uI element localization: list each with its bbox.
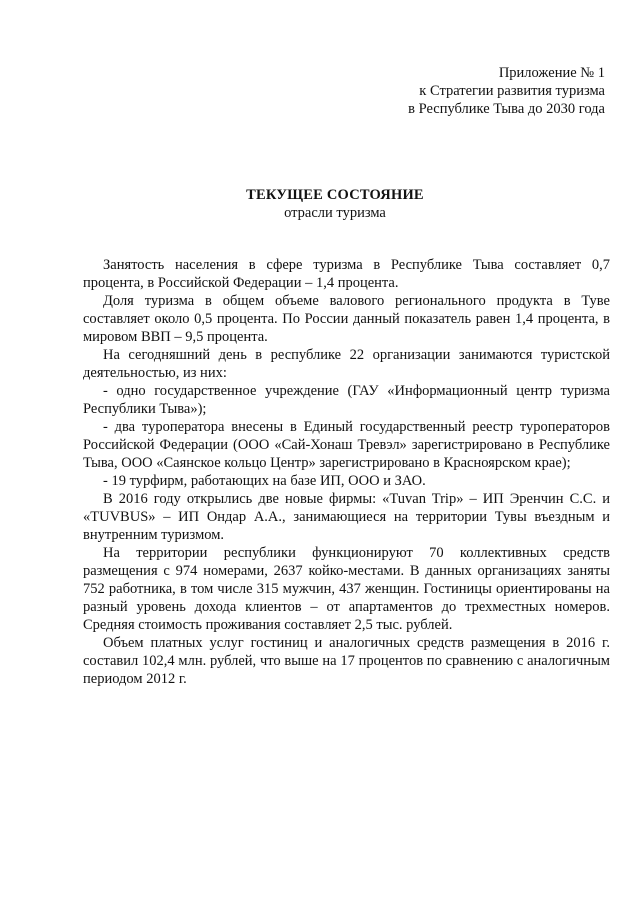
appendix-header bbox=[360, 64, 605, 118]
appendix-region-ref: в Республике Тыва до 2030 года bbox=[408, 101, 605, 117]
title-main: ТЕКУЩЕЕ СОСТОЯНИЕ bbox=[246, 187, 424, 203]
title-subtitle: отрасли туризма bbox=[284, 205, 386, 221]
paragraph-new-firms: В 2016 году открылись две новые фирмы: «Tuvan Trip» – ИП Эренчин С.С. и «TUVBUS» – ИП Ондар А.А., занимающиеся на территории Тувы въездным и внутренним туризмом. bbox=[83, 491, 610, 543]
list-item-state-institution: - одно государственное учреждение (ГАУ «Информационный центр туризма Республики Тыва»); bbox=[83, 383, 610, 417]
appendix-number: Приложение № 1 bbox=[498, 65, 605, 81]
list-item-tour-operators: - два туроператора внесены в Единый государственный реестр туроператоров Российской Федерации (ООО «Сай-Хонаш Тревэл» зарегистрировано в Республике Тыва, ООО «Саянское кольцо Центр» зарегистрировано в Красноярском крае); bbox=[83, 419, 610, 471]
document-title bbox=[100, 186, 570, 222]
paragraph-accommodation: На территории республики функционируют 70 коллективных средств размещения с 974 номерами, 2637 койко-местами. В данных организациях заняты 752 работника, в том числе 315 мужчин, 437 женщин. Гостиницы ориентированы на разный уровень дохода клиентов – от апартаментов до трехместных номеров. Средняя стоимость проживания составляет 2,5 тыс. рублей. bbox=[83, 545, 610, 633]
appendix-strategy-ref: к Стратегии развития туризма bbox=[419, 83, 605, 99]
paragraph-hotel-services: Объем платных услуг гостиниц и аналогичных средств размещения в 2016 г. составил 102,4 млн. рублей, что выше на 17 процентов по сравнению с аналогичным периодом 2012 г. bbox=[83, 635, 610, 687]
paragraph-employment: Занятость населения в сфере туризма в Республике Тыва составляет 0,7 процента, в Российской Федерации – 1,4 процента. bbox=[83, 257, 610, 291]
list-item-travel-agencies: - 19 турфирм, работающих на базе ИП, ООО и ЗАО. bbox=[103, 473, 426, 489]
paragraph-grp-share: Доля туризма в общем объеме валового регионального продукта в Туве составляет около 0,5 процента. По России данный показатель равен 1,4 процента, в мировом ВВП – 9,5 процента. bbox=[83, 293, 610, 345]
document-body bbox=[83, 256, 610, 688]
paragraph-organizations: На сегодняшний день в республике 22 организации занимаются туристской деятельностью, из них: bbox=[83, 347, 610, 381]
